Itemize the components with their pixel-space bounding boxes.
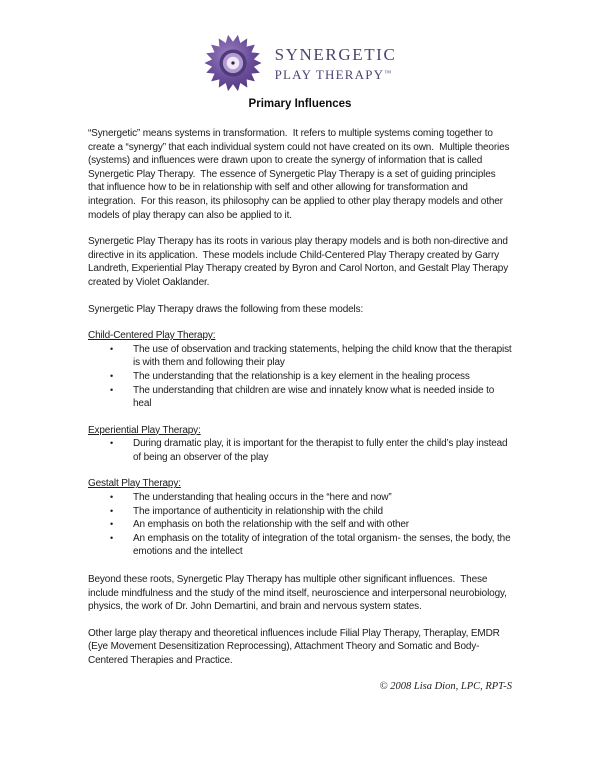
bullet-text: The understanding that children are wise and innately know what is needed inside to heal: [133, 384, 495, 410]
section-heading: Child-Centered Play Therapy:: [88, 330, 216, 342]
flower-center-dot: [231, 61, 234, 64]
section-experiential: [88, 424, 512, 465]
logo-wordmark: [275, 45, 397, 82]
bullet-icon: •: [110, 384, 114, 395]
logo-text-line2: [275, 66, 397, 82]
section-heading: Gestalt Play Therapy:: [88, 478, 181, 490]
bullet-icon: •: [110, 343, 114, 354]
bullet-icon: •: [110, 532, 114, 543]
bullet-text: The use of observation and tracking statements, helping the child know that the therapist is with them and following their play: [133, 343, 512, 369]
bullet-icon: •: [110, 519, 114, 530]
bullet-text: The importance of authenticity in relationship with the child: [133, 505, 383, 517]
trademark-symbol: ™: [384, 68, 392, 77]
page-title: Primary Influences: [248, 98, 352, 110]
bullet-text: During dramatic play, it is important for the therapist to fully enter the child’s play instead of being an observer of the play: [133, 438, 508, 463]
bullet-item: [110, 384, 512, 411]
bullet-text: The understanding that healing occurs in the “here and now”: [133, 492, 392, 504]
paragraph-other-therapies: Other large play therapy and theoretical influences include Filial Play Therapy, Theraplay, EMDR (Eye Movement Desensitization Reprocessing), Attachment Theory and Somatic and Body-Centered Therapies and Practice.: [88, 627, 503, 666]
paragraph-roots: Synergetic Play Therapy has its roots in various play therapy models and is both non-directive and directive in its application. These models include Child-Centered Play Therapy created by Garry Landreth, Experiential Play Therapy created by Byron and Carol Norton, and Gestalt Play Therapy created by Violet Oaklander.: [88, 236, 511, 288]
paragraph-other-influences: Beyond these roots, Synergetic Play Therapy has multiple other significant influences. These include mindfulness and the study of the mind itself, neuroscience and interpersonal neurobiology, physics, the work of Dr. John Demartini, and brain and nervous system states.: [88, 574, 510, 613]
bullet-item: [110, 505, 512, 519]
bullet-item: [110, 518, 512, 532]
paragraph-intro: “Synergetic” means systems in transformation. It refers to multiple systems coming together to create a “synergy” that each individual system could not have created on its own. Multiple theories (systems) and influences were drawn upon to create the synergy of information that is called Synergetic Play Therapy. The essence of Synergetic Play Therapy is a set of guiding principles that influence how to be in relationship with self and other allowing for transformation and integration. For this reason, its philosophy can be applied to other play therapy models and other models of play therapy can also be applied to it.: [88, 128, 512, 221]
bullet-icon: •: [110, 370, 114, 381]
bullet-item: [110, 370, 512, 384]
bullet-text: An emphasis on both the relationship with the self and with other: [133, 519, 409, 531]
logo-text-line1: SYNERGETIC: [274, 44, 397, 64]
bullet-icon: •: [110, 492, 114, 503]
bullet-item: [110, 343, 512, 370]
flower-starburst-icon: [204, 34, 262, 92]
logo-text-play-therapy: PLAY THERAPY: [274, 66, 385, 82]
bullet-item: [110, 491, 512, 505]
copyright-notice: © 2008 Lisa Dion, LPC, RPT-S: [379, 680, 512, 692]
bullet-list: [88, 343, 512, 411]
paragraph-draws-from: Synergetic Play Therapy draws the following from these models:: [88, 303, 364, 315]
bullet-list: [88, 491, 512, 559]
section-child-centered: [88, 329, 512, 411]
bullet-item: [110, 437, 512, 464]
bullet-icon: •: [110, 438, 114, 449]
section-gestalt: [88, 477, 512, 559]
section-heading: Experiential Play Therapy:: [88, 424, 201, 436]
bullet-item: [110, 532, 512, 559]
bullet-text: The understanding that the relationship is a key element in the healing process: [133, 370, 470, 382]
bullet-text: An emphasis on the totality of integration of the total organism- the senses, the body, the emotions and the intellect: [133, 532, 511, 558]
bullet-list: [88, 437, 512, 464]
bullet-icon: •: [110, 505, 114, 516]
logo: [88, 34, 512, 92]
